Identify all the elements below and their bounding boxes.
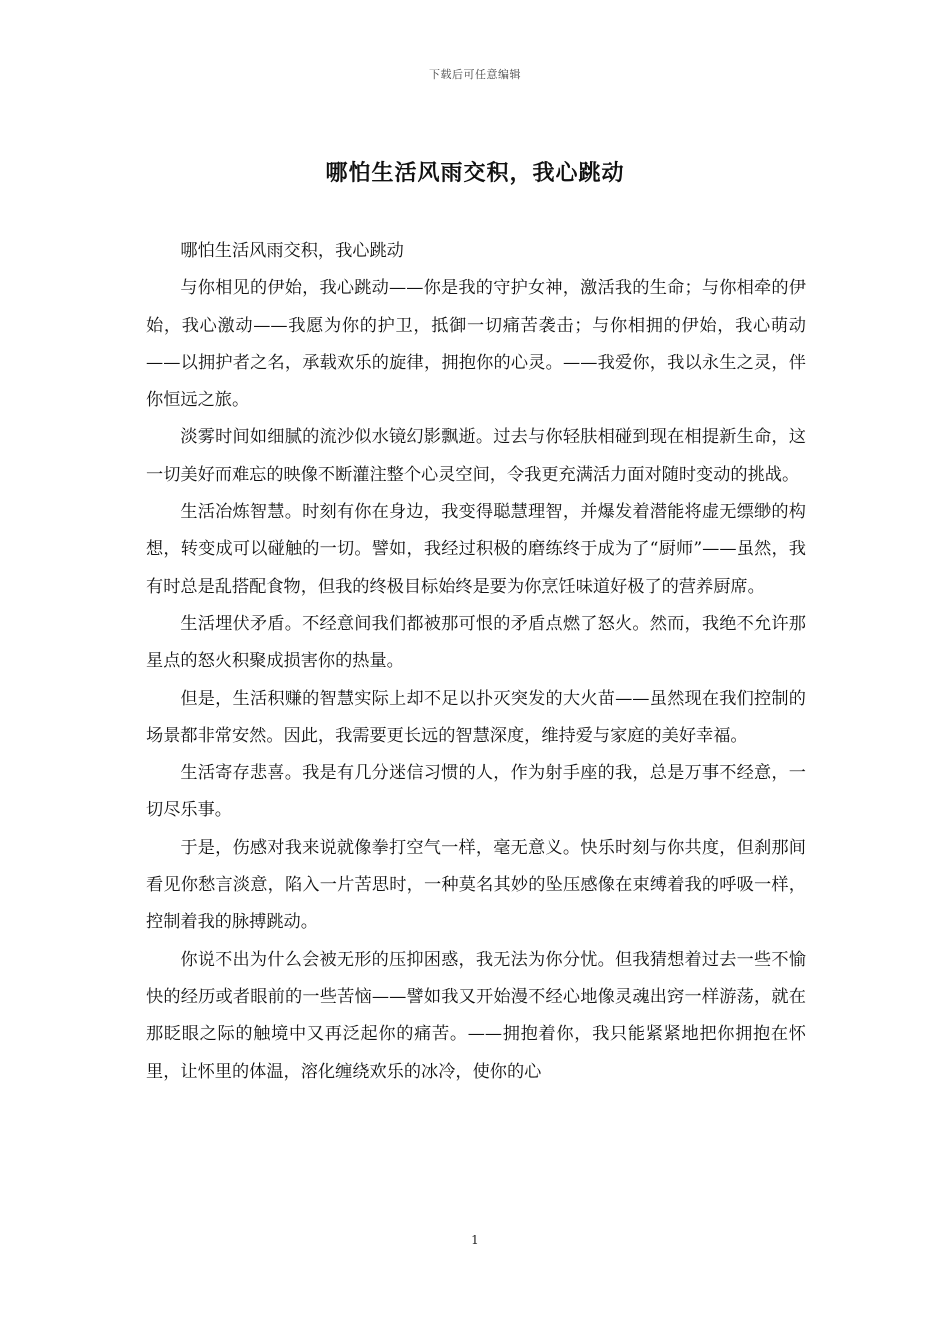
paragraph: 生活埋伏矛盾。不经意间我们都被那可恨的矛盾点燃了怒火。然而，我绝不允许那星点的怒火积聚成损害你的热量。 bbox=[146, 613, 806, 672]
paragraph: 与你相见的伊始，我心跳动——你是我的守护女神，激活我的生命；与你相牵的伊始，我心激动——我愿为你的护卫，抵御一切痛苦袭击；与你相拥的伊始，我心萌动——以拥护者之名，承载欢乐的旋律，拥抱你的心灵。——我爱你，我以永生之灵，伴你恒远之旅。 bbox=[146, 278, 806, 411]
paragraph: 你说不出为什么会被无形的压抑困惑，我无法为你分忧。但我猜想着过去一些不愉快的经历或者眼前的一些苦恼——譬如我又开始漫不经心地像灵魂出窍一样游荡，就在那眨眼之际的触境中又再泛起你的痛苦。——拥抱着你，我只能紧紧地把你拥抱在怀里，让怀里的体温，溶化缠绕欢乐的冰冷，使你的心 bbox=[146, 949, 806, 1082]
paragraph: 生活寄存悲喜。我是有几分迷信习惯的人，作为射手座的我，总是万事不经意，一切尽乐事。 bbox=[146, 763, 806, 821]
page-number: 1 bbox=[471, 1233, 479, 1247]
paragraph: 于是，伤感对我来说就像拳打空气一样，毫无意义。快乐时刻与你共度，但刹那间看见你愁言淡意，陷入一片苦思时，一种莫名其妙的坠压感像在束缚着我的呼吸一样，控制着我的脉搏跳动。 bbox=[146, 837, 806, 933]
paragraph: 哪怕生活风雨交积，我心跳动 bbox=[180, 241, 404, 261]
paragraph: 淡雾时间如细腻的流沙似水镜幻影飘逝。过去与你轻肤相碰到现在相提新生命，这一切美好而难忘的映像不断灌注整个心灵空间，令我更充满活力面对随时变动的挑战。 bbox=[146, 427, 806, 485]
paragraph: 生活冶炼智慧。时刻有你在身边，我变得聪慧理智，并爆发着潜能将虚无缥缈的构想，转变成可以碰触的一切。譬如，我经过积极的磨练终于成为了“厨师”——虽然，我有时总是乱搭配食物，但我的终极目标始终是要为你烹饪味道好极了的营养厨席。 bbox=[146, 502, 806, 597]
header-note: 下载后可任意编辑 bbox=[429, 68, 521, 81]
paragraph: 但是，生活积赚的智慧实际上却不足以扑灭突发的大火苗——虽然现在我们控制的场景都非常安然。因此，我需要更长远的智慧深度，维持爱与家庭的美好幸福。 bbox=[146, 688, 806, 746]
document-title: 哪怕生活风雨交积，我心跳动 bbox=[325, 160, 625, 186]
document-body bbox=[146, 233, 806, 1091]
